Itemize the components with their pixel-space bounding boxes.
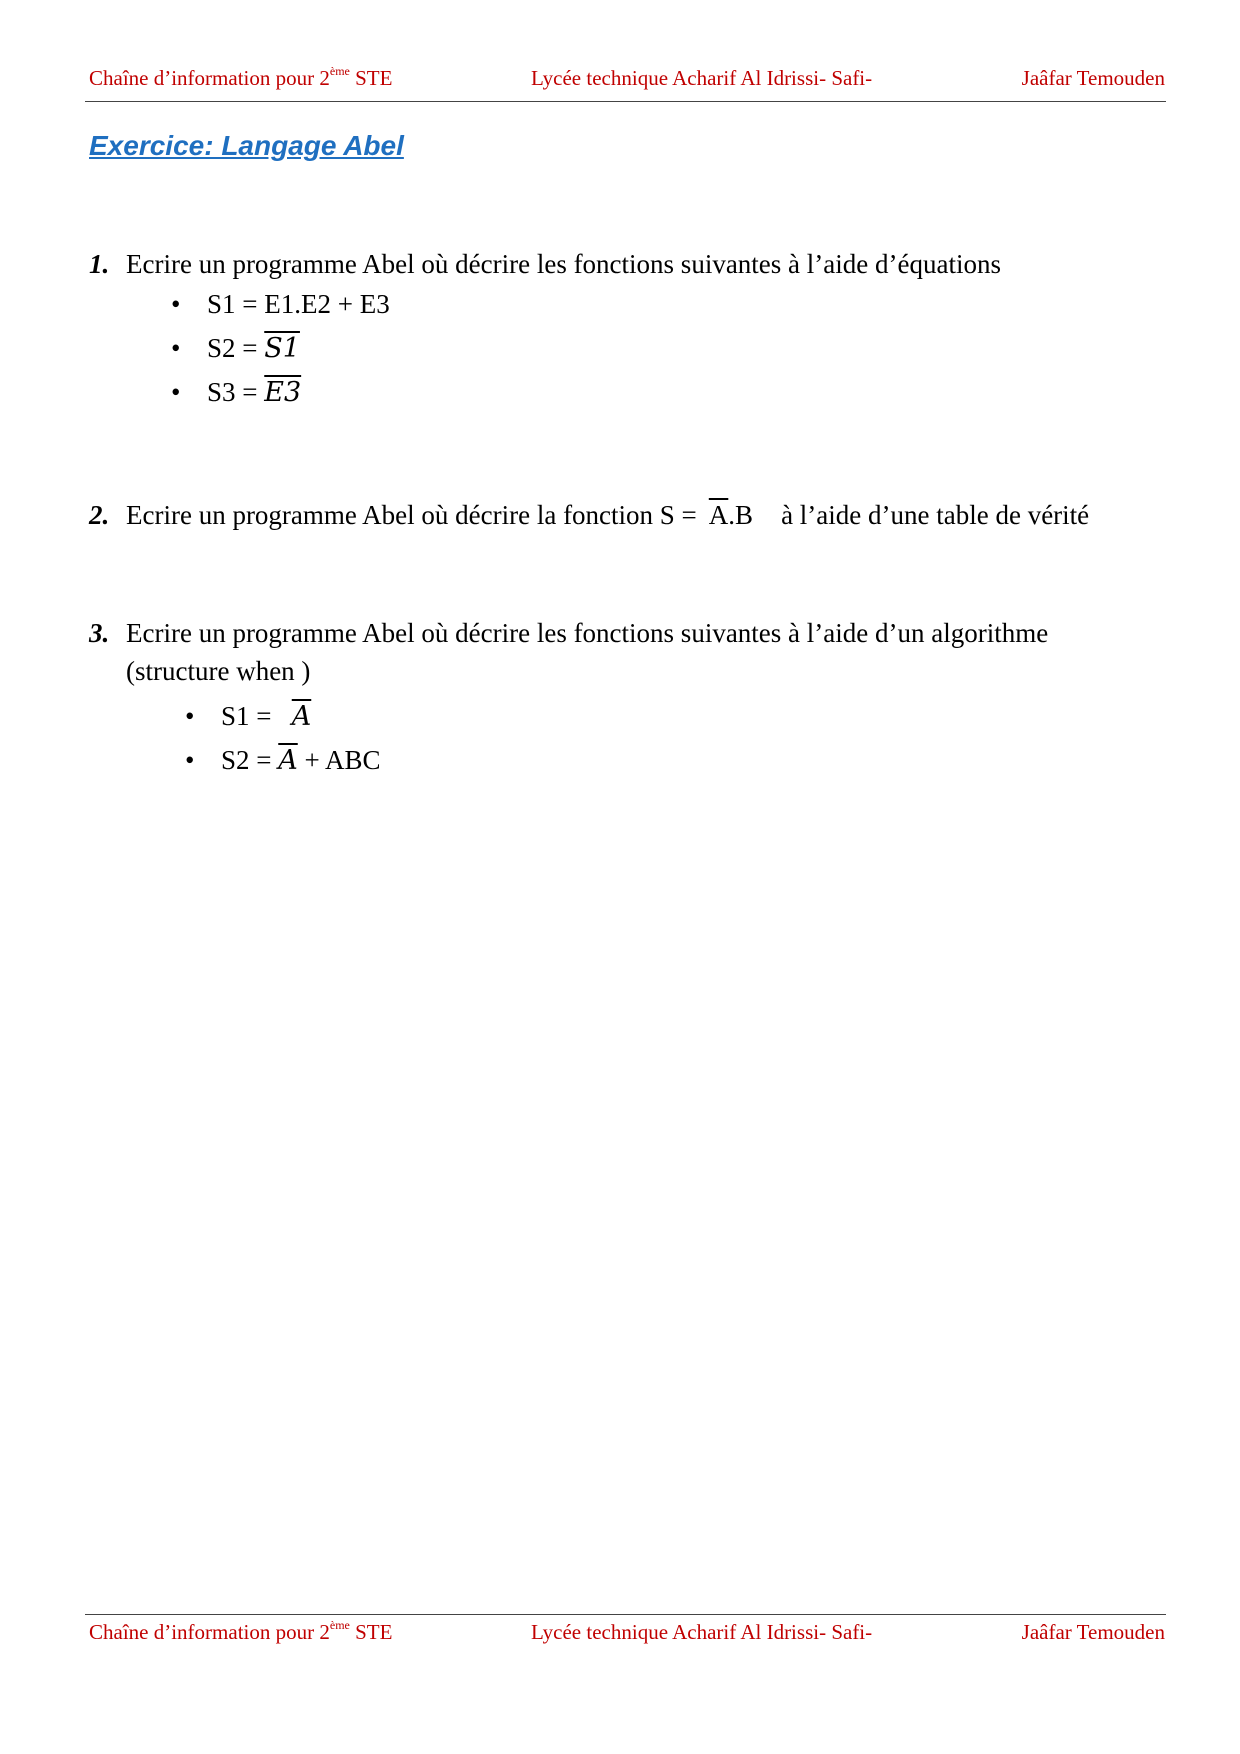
footer-school: Lycée technique Acharif Al Idrissi- Safi- <box>531 1620 873 1644</box>
bullet-icon: • <box>171 289 181 319</box>
question-text-end: à l’aide d’une table de vérité <box>781 500 1090 530</box>
q1-bullet-1 <box>171 289 390 320</box>
question-text: Ecrire un programme Abel où décrire la fonction S = <box>126 500 709 530</box>
equation-lhs: S3 = <box>207 377 265 407</box>
equation-complement: $\overline{A}$ <box>708 500 729 530</box>
q1-bullet-3 <box>171 377 302 408</box>
header-divider <box>85 101 1166 102</box>
q3-bullet-2 <box>185 745 381 776</box>
q1-bullet-2 <box>171 333 300 364</box>
footer-author: Jaâfar Temouden <box>1021 1620 1165 1644</box>
question-2 <box>89 500 1089 531</box>
header-superscript: ème <box>329 64 350 78</box>
equation-complement: $\overline{A}$ <box>278 745 298 776</box>
header-course-text: Chaîne d’information pour 2 <box>89 66 330 90</box>
page-header <box>89 66 1165 96</box>
footer-course-text: Chaîne d’information pour 2 <box>89 1620 330 1644</box>
header-course-suffix: STE <box>349 66 393 90</box>
bullet-icon: • <box>171 333 181 363</box>
bullet-icon: • <box>185 701 195 731</box>
equation-suffix: + ABC <box>297 745 381 775</box>
header-course <box>89 66 392 91</box>
header-school: Lycée technique Acharif Al Idrissi- Safi- <box>531 66 873 90</box>
bullet-icon: • <box>171 377 181 407</box>
question-text: Ecrire un programme Abel où décrire les fonctions suivantes à l’aide d’un algorithme <box>126 618 1049 648</box>
question-text: Ecrire un programme Abel où décrire les fonctions suivantes à l’aide d’équations <box>126 249 1001 279</box>
question-3-continuation: (structure when ) <box>126 656 311 686</box>
page-title: Exercice: Langage Abel <box>89 130 404 161</box>
equation-lhs: S1 = <box>221 701 292 731</box>
equation-complement: S1 <box>264 333 300 364</box>
question-3 <box>89 618 1048 649</box>
header-author: Jaâfar Temouden <box>1021 66 1165 90</box>
footer-divider <box>85 1614 1166 1615</box>
page-footer <box>89 1620 1165 1650</box>
equation-lhs: S2 = <box>221 745 279 775</box>
question-number: 2. <box>89 500 110 530</box>
question-number: 3. <box>89 618 110 648</box>
equation-complement: E3 <box>264 377 302 408</box>
bullet-icon: • <box>185 745 195 775</box>
footer-superscript: ème <box>329 1618 350 1632</box>
question-number: 1. <box>89 249 110 279</box>
question-1 <box>89 249 1001 280</box>
equation: S1 = E1.E2 + E3 <box>207 289 390 319</box>
equation-complement: $\overline{A}$ <box>291 701 312 732</box>
q3-bullet-1 <box>185 701 312 732</box>
footer-course <box>89 1620 392 1645</box>
equation-suffix: .B <box>728 500 754 530</box>
footer-course-suffix: STE <box>349 1620 393 1644</box>
equation-lhs: S2 = <box>207 333 265 363</box>
